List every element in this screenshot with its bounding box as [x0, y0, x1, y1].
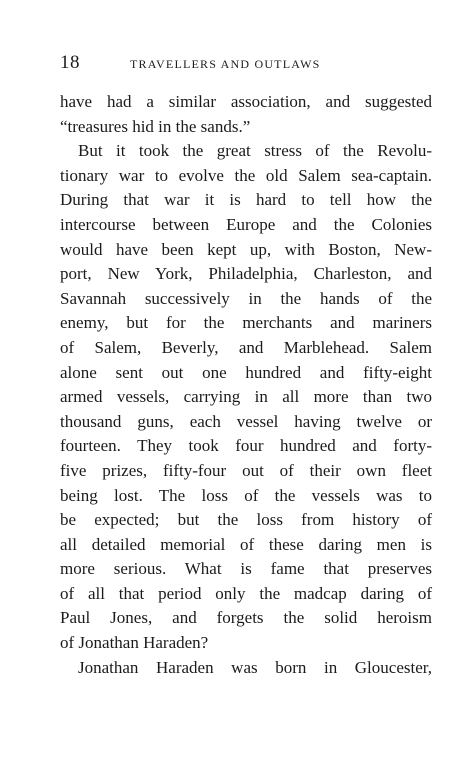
page-header: [60, 52, 432, 76]
text-line: fourteen. They took four hundred and forty-: [60, 436, 432, 456]
body-text: [60, 90, 432, 680]
text-line: “treasures hid in the sands.”: [60, 116, 251, 136]
text-line: port, New York, Philadelphia, Charleston, and: [60, 264, 432, 284]
text-line: armed vessels, carrying in all more than two: [60, 387, 432, 407]
text-line: being lost. The loss of the vessels was to: [60, 485, 432, 505]
text-line: of Salem, Beverly, and Marblehead. Salem: [60, 337, 432, 357]
text-line: of Jonathan Haraden?: [60, 633, 209, 653]
page-number: 18: [60, 52, 80, 73]
text-line: all detailed memorial of these daring men is: [60, 534, 432, 554]
text-line: would have been kept up, with Boston, New-: [60, 239, 432, 259]
text-line: Paul Jones, and forgets the solid heroism: [60, 608, 432, 628]
text-line: of all that period only the madcap daring of: [60, 583, 432, 603]
text-line: be expected; but the loss from history of: [60, 510, 432, 530]
text-line: five prizes, fifty-four out of their own fleet: [60, 460, 432, 480]
text-line: enemy, but for the merchants and mariners: [60, 313, 432, 333]
text-line: more serious. What is fame that preserves: [60, 559, 432, 579]
text-line: Jonathan Haraden was born in Gloucester,: [78, 657, 432, 677]
text-line: have had a similar association, and suggested: [60, 92, 432, 111]
text-line: thousand guns, each vessel having twelve or: [60, 411, 432, 431]
text-line: Savannah successively in the hands of the: [60, 288, 432, 308]
text-line: tionary war to evolve the old Salem sea-captain.: [60, 165, 432, 185]
text-line: alone sent out one hundred and fifty-eight: [60, 362, 432, 382]
text-line: During that war it is hard to tell how the: [60, 190, 432, 210]
text-line: But it took the great stress of the Revolu-: [78, 141, 432, 161]
text-line: intercourse between Europe and the Colonies: [60, 214, 432, 234]
running-head: TRAVELLERS AND OUTLAWS: [130, 57, 321, 71]
